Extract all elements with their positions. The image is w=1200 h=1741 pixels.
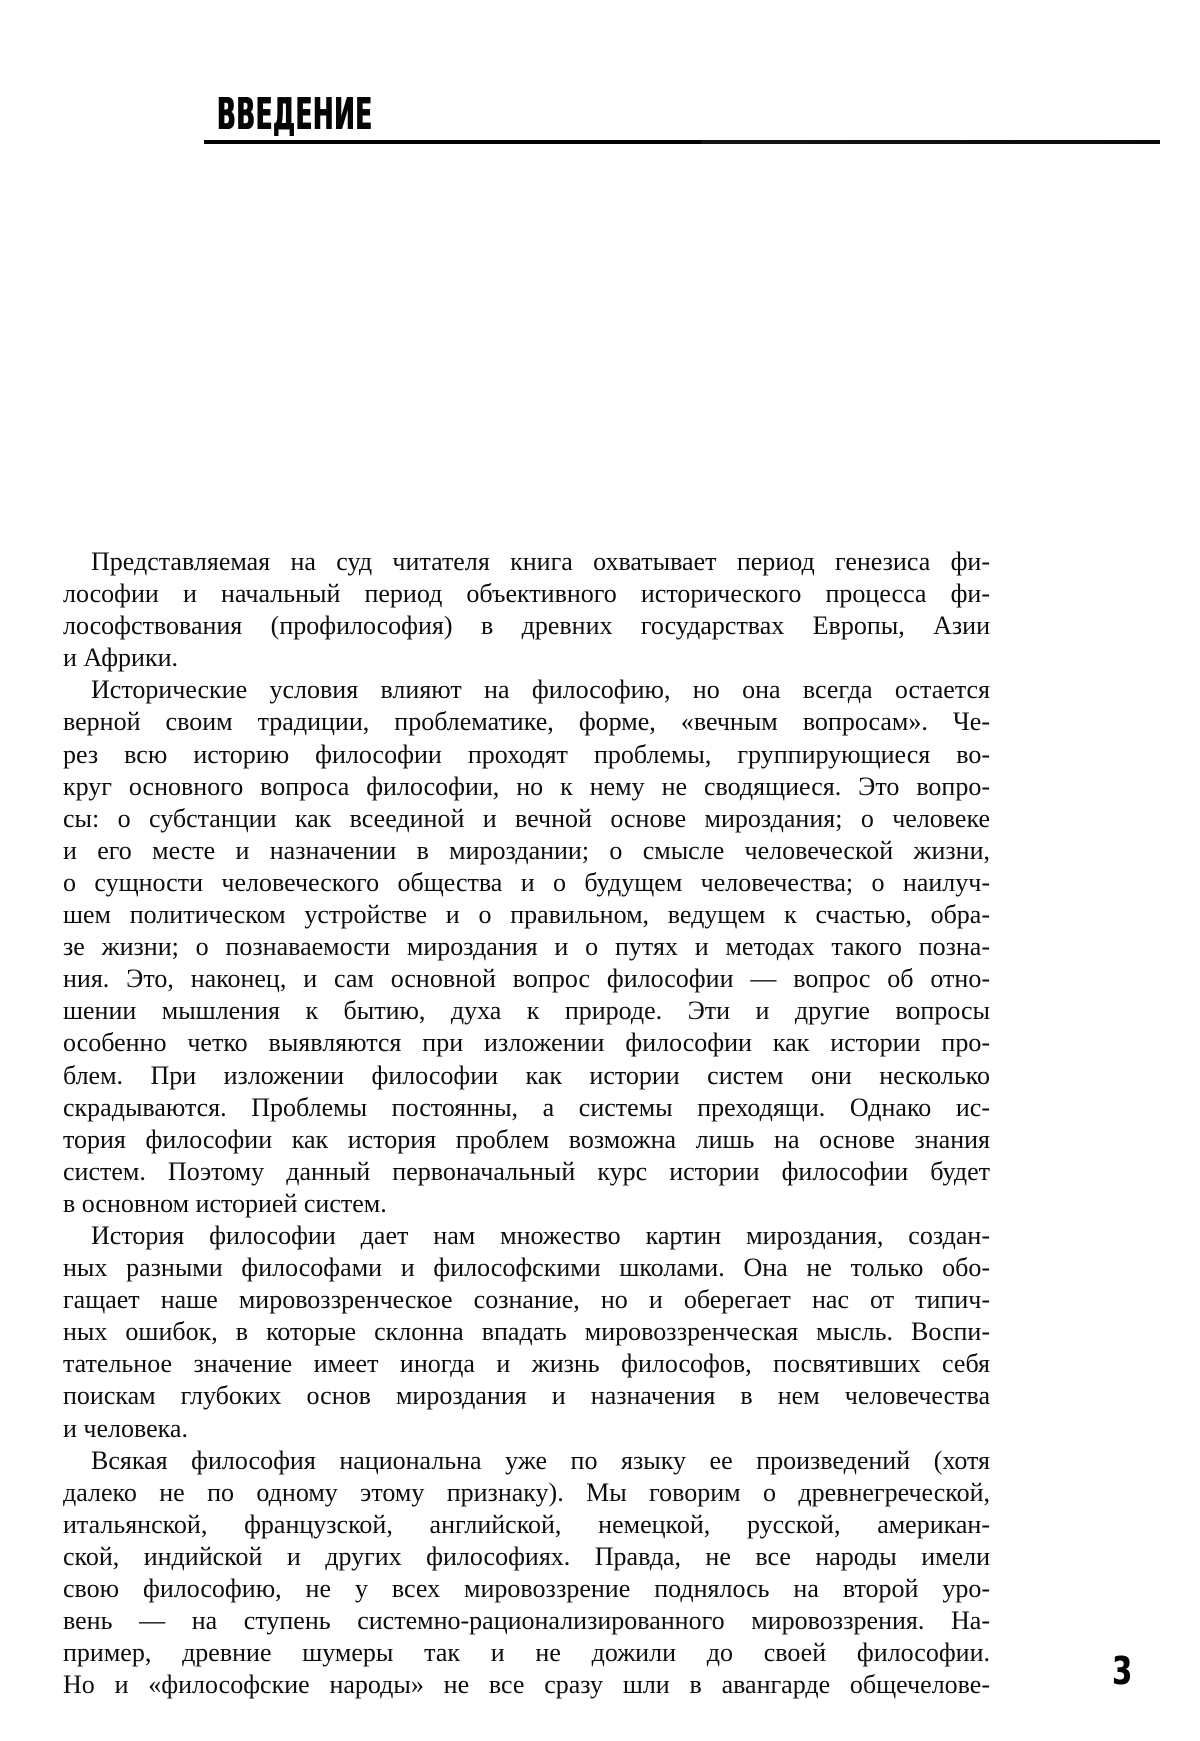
text-line: особенно четко выявляются при изложении философии как истории про-	[63, 1028, 990, 1058]
text-line: свою философию, не у всех мировоззрение поднялось на второй уро-	[63, 1574, 990, 1603]
text-line: о сущности человеческого общества и о будущем человечества; о наилуч-	[63, 867, 990, 897]
text-line: ных ошибок, в которые склонна впадать мировоззренческая мысль. Воспи-	[63, 1317, 990, 1347]
text-line: Но и «философские народы» не все сразу шли в авангарде общечелове-	[63, 1670, 990, 1700]
text-line: пример, древние шумеры так и не дожили до своей философии.	[63, 1638, 990, 1668]
text-line: Исторические условия влияют на философию, но она всегда остается	[91, 675, 990, 705]
text-line: История философии дает нам множество картин мироздания, создан-	[91, 1220, 990, 1250]
text-line: шении мышления к бытию, духа к природе. Эти и другие вопросы	[63, 996, 990, 1026]
text-line: и его месте и назначении в мироздании; о смысле человеческой жизни,	[63, 835, 990, 865]
page-number: 3	[1112, 1649, 1132, 1693]
text-line: Всякая философия национальна уже по языку ее произведений (хотя	[91, 1445, 990, 1475]
text-line: ской, индийской и других философиях. Правда, не все народы имели	[63, 1541, 990, 1571]
text-line: рез всю историю философии проходят проблемы, группирующиеся во-	[63, 739, 990, 769]
text-line: верной своим традиции, проблематике, форме, «вечным вопросам». Че-	[63, 707, 990, 737]
text-line: поискам глубоких основ мироздания и назначения в нем человечества	[63, 1381, 990, 1411]
text-line: шем политическом устройстве и о правильном, ведущем к счастью, обра-	[63, 900, 990, 930]
text-line: далеко не по одному этому признаку). Мы говорим о древнегреческой,	[63, 1477, 990, 1507]
text-line: в основном историей систем.	[63, 1188, 387, 1218]
text-line: итальянской, французской, английской, немецкой, русской, американ-	[63, 1509, 990, 1539]
text-line: сы: о субстанции как всеединой и вечной основе мироздания; о человеке	[63, 803, 990, 833]
text-line: лософии и начальный период объективного исторического процесса фи-	[63, 579, 990, 609]
text-line: ных разными философами и философскими школами. Она не только обо-	[63, 1253, 990, 1283]
text-line: и человека.	[63, 1413, 188, 1443]
text-line: тория философии как история проблем возможна лишь на основе знания	[63, 1124, 990, 1154]
text-line: систем. Поэтому данный первоначальный курс истории философии будет	[63, 1156, 990, 1186]
text-line: блем. При изложении философии как истории систем они несколько	[63, 1060, 990, 1090]
text-line: зе жизни; о познаваемости мироздания и о путях и методах такого позна-	[63, 932, 990, 962]
header-rule	[204, 140, 1160, 144]
text-line: вень — на ступень системно-рационализированного мировоззрения. На-	[63, 1606, 990, 1636]
text-line: тательное значение имеет иногда и жизнь философов, посвятивших себя	[63, 1349, 990, 1379]
text-line: круг основного вопроса философии, но к нему не сводящиеся. Это вопро-	[63, 771, 990, 801]
body-text	[63, 546, 990, 1701]
text-line: скрадываются. Проблемы постоянны, а системы преходящи. Однако ис-	[63, 1092, 990, 1122]
text-line: Представляемая на суд читателя книга охватывает период генезиса фи-	[91, 547, 990, 576]
text-line: и Африки.	[63, 643, 179, 673]
text-line: ния. Это, наконец, и сам основной вопрос философии — вопрос об отно-	[63, 964, 990, 994]
text-line: гащает наше мировоззренческое сознание, но и оберегает нас от типич-	[63, 1285, 990, 1315]
text-line: лософствования (профилософия) в древних государствах Европы, Азии	[63, 611, 990, 641]
chapter-title: ВВЕДЕНИЕ	[217, 89, 373, 140]
